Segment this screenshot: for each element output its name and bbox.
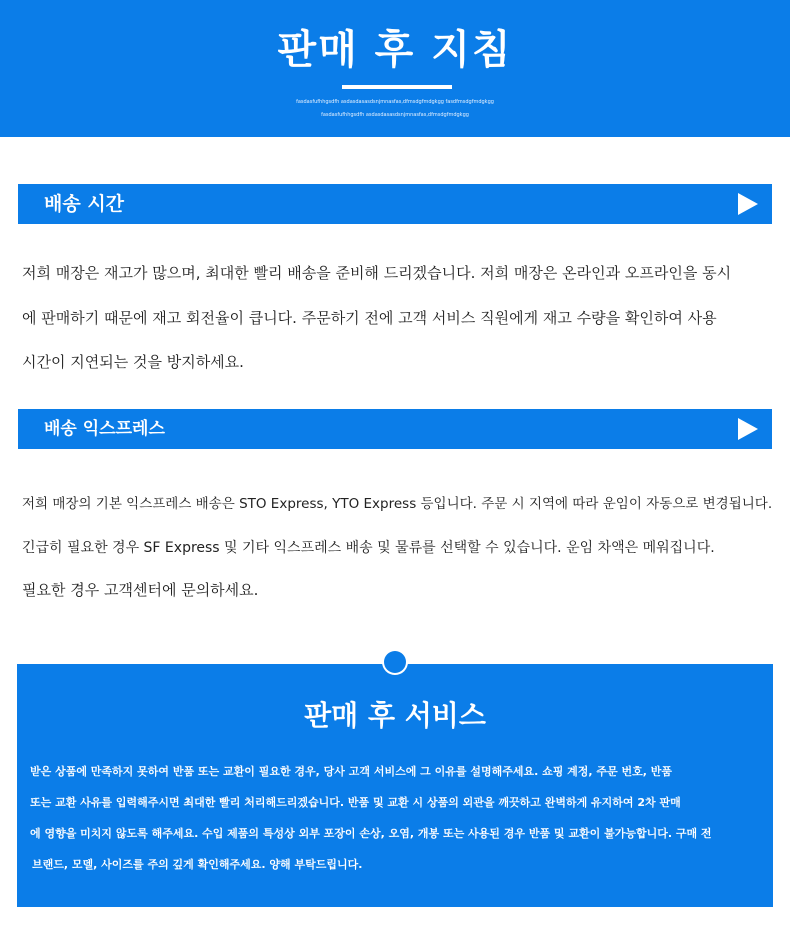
express-line-2: 긴급히 필요한 경우 SF Express 및 기타 익스프레스 배송 및 물류를 선택할 수 있습니다. 운임 차액은 메워집니다. (22, 540, 715, 556)
page-title: 판매 후 지침 (277, 27, 513, 73)
express-line-1: 저희 매장의 기본 익스프레스 배송은 STO Express, YTO Express 등입니다. 주문 시 지역에 따라 운임이 자동으로 변경됩니다. (22, 496, 773, 512)
shipping-time-line-3: 시간이 지연되는 것을 방지하세요. (22, 353, 244, 371)
header-subtitle-2: fasdasfufhhgsdfh asdasdasasdsnjmnasfas,dfmsdgfmdgkgg (321, 112, 469, 118)
play-arrow-icon (738, 193, 758, 215)
after-sales-line-1: 받은 상품에 만족하지 못하여 반품 또는 교환이 필요한 경우, 당사 고객 서비스에 그 이유를 설명해주세요. 쇼핑 계정, 주문 번호, 반품 (30, 765, 673, 778)
header-subtitle-1: fasdasfufhhgsdfh asdasdasasdsnjmnasfas,dfmsdgfmdgkgg fasdfmsdgfmdgkgg (296, 99, 494, 105)
after-sales-line-3: 에 영향을 미치지 않도록 해주세요. 수입 제품의 특성상 외부 포장이 손상, 오염, 개봉 또는 사용된 경우 반품 및 교환이 불가능합니다. 구매 전 (30, 827, 712, 840)
section-heading-shipping-time: 배송 시간 (44, 193, 125, 215)
section-heading-express: 배송 익스프레스 (44, 419, 165, 439)
play-arrow-icon (738, 418, 758, 440)
after-sales-panel (17, 664, 773, 907)
shipping-time-line-1: 저희 매장은 재고가 많으며, 최대한 빨리 배송을 준비해 드리겠습니다. 저희 매장은 온라인과 오프라인을 동시 (22, 264, 732, 282)
section-bar-shipping-time (18, 184, 772, 224)
shipping-time-line-2: 에 판매하기 때문에 재고 회전율이 큽니다. 주문하기 전에 고객 서비스 직원에게 재고 수량을 확인하여 사용 (22, 309, 717, 327)
after-sales-heading: 판매 후 서비스 (304, 699, 486, 732)
section-bar-express (18, 409, 772, 449)
after-sales-line-4: 브랜드, 모델, 사이즈를 주의 깊게 확인해주세요. 양해 부탁드립니다. (32, 858, 363, 871)
title-underline (342, 85, 452, 89)
after-sales-line-2: 또는 교환 사유를 입력해주시면 최대한 빨리 처리해드리겠습니다. 반품 및 교환 시 상품의 외관을 깨끗하고 완벽하게 유지하여 2차 판매 (30, 796, 681, 809)
circle-dot-icon (384, 651, 406, 673)
express-line-3: 필요한 경우 고객센터에 문의하세요. (22, 581, 259, 599)
page-header (0, 0, 790, 137)
